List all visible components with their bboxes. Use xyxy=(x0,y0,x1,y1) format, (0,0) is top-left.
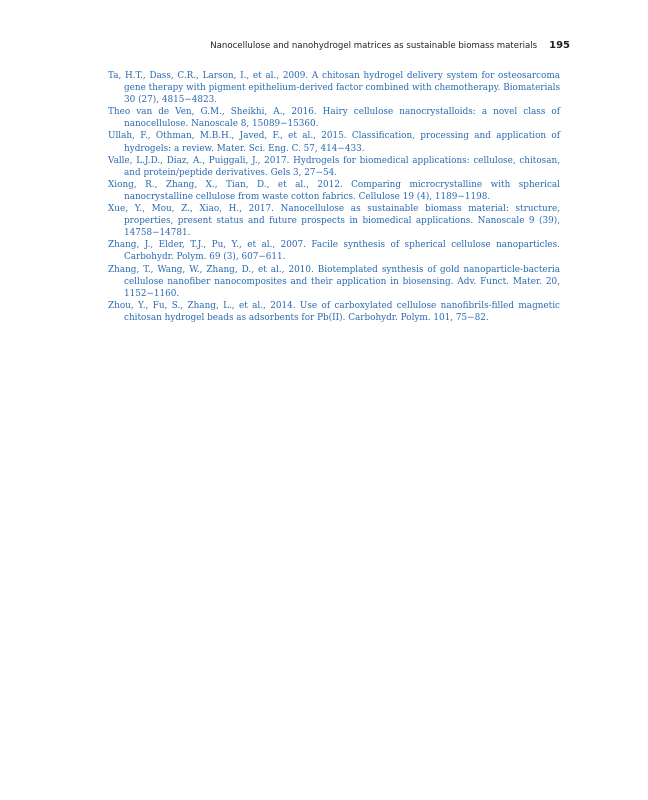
running-title: Nanocellulose and nanohydrogel matrices as sustainable biomass materials xyxy=(210,41,538,51)
reference-entry: Xue, Y., Mou, Z., Xiao, H., 2017. Nanocellulose as sustainable biomass material: structure, properties, present status and future prospects in biomedical applications. Nanoscale 9 (39), 14758−14781. xyxy=(108,204,560,239)
reference-entry: Xiong, R., Zhang, X., Tian, D., et al., 2012. Comparing microcrystalline with spherical nanocrystalline cellulose from waste cotton fabrics. Cellulose 19 (4), 1189−1198. xyxy=(108,179,560,202)
reference-entry: Ta, H.T., Dass, C.R., Larson, I., et al., 2009. A chitosan hydrogel delivery system for osteosarcoma gene therapy with pigment epithelium-derived factor combined with chemotherapy. Biomaterials 30 (27), 4815−4823. xyxy=(108,71,560,106)
reference-entry: Zhang, T., Wang, W., Zhang, D., et al., 2010. Biotemplated synthesis of gold nanoparticle-bacteria cellulose nanofiber nanocomposites and their application in biosensing. Adv. Funct. Mater. 20, 1152−1160. xyxy=(108,264,560,299)
reference-entry: Ullah, F., Othman, M.B.H., Javed, F., et al., 2015. Classification, processing and application of hydrogels: a review. Mater. Sci. Eng. C. 57, 414−433. xyxy=(108,131,560,154)
running-header xyxy=(50,40,570,51)
reference-list xyxy=(108,70,560,324)
page-number: 195 xyxy=(549,40,570,51)
reference-entry: Valle, L.J.D., Diaz, A., Puiggali, J., 2017. Hydrogels for biomedical applications: cellulose, chitosan, and protein/peptide derivatives. Gels 3, 27−54. xyxy=(108,155,560,178)
reference-entry: Zhou, Y., Fu, S., Zhang, L., et al., 2014. Use of carboxylated cellulose nanofibrils-filled magnetic chitosan hydrogel beads as adsorbents for Pb(II). Carbohydr. Polym. 101, 75−82. xyxy=(108,300,560,323)
reference-entry: Zhang, J., Elder, T.J., Pu, Y., et al., 2007. Facile synthesis of spherical cellulose nanoparticles. Carbohydr. Polym. 69 (3), 607−611. xyxy=(108,240,560,263)
reference-entry: Theo van de Ven, G.M., Sheikhi, A., 2016. Hairy cellulose nanocrystalloids: a novel class of nanocellulose. Nanoscale 8, 15089−15360. xyxy=(108,107,560,130)
